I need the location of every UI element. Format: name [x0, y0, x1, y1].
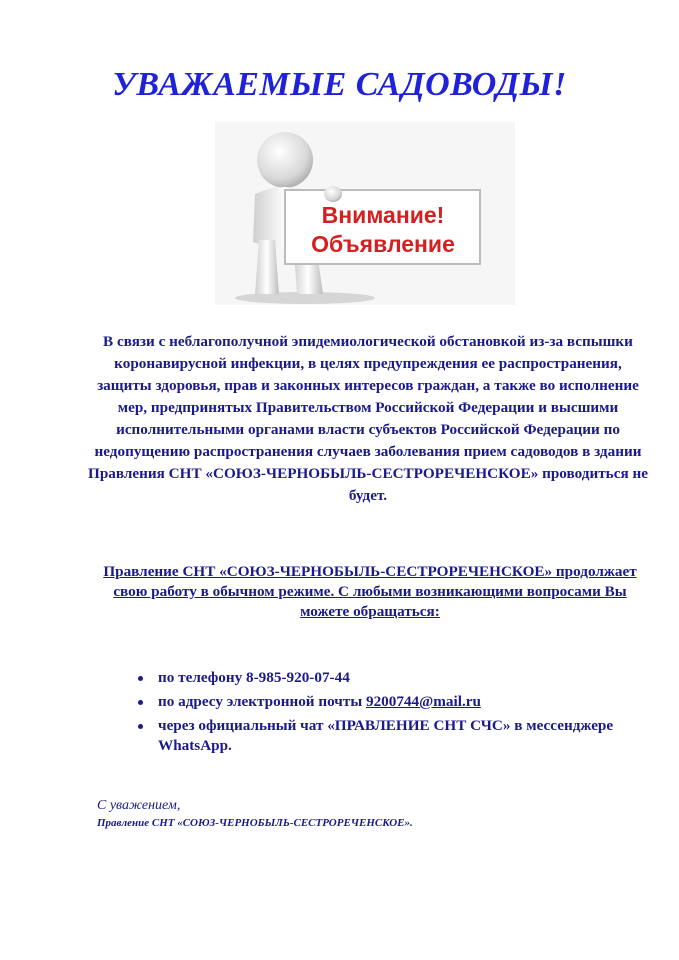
contact-phone: по телефону 8-985-920-07-44 — [135, 668, 635, 688]
contact-email — [135, 692, 635, 712]
board-paragraph — [100, 562, 640, 622]
signature-board: Правление СНТ «СОЮЗ-ЧЕРНОБЫЛЬ-СЕСТРОРЕЧЕНСКОЕ». — [97, 817, 413, 829]
email-prefix: по адресу электронной почты — [158, 693, 363, 710]
board-text: Правление СНТ «СОЮЗ-ЧЕРНОБЫЛЬ-СЕСТРОРЕЧЕНСКОЕ» продолжает свою работу в обычном режиме. С любыми возникающими вопросами Вы можете обращаться: — [103, 563, 637, 620]
signature-regards: С уважением, — [97, 798, 181, 813]
contact-chat: через официальный чат «ПРАВЛЕНИЕ СНТ СЧС» в мессенджере WhatsApp. — [135, 716, 635, 756]
announcement-illustration — [215, 122, 515, 305]
person-holding-sign-image — [215, 122, 515, 305]
contacts-list — [135, 668, 635, 760]
email-link[interactable]: 9200744@mail.ru — [365, 693, 481, 710]
sign-line-1: Внимание! — [321, 202, 445, 228]
notice-paragraph: В связи с неблагополучной эпидемиологической обстановкой из-за вспышки коронавирусной инфекции, в целях предупреждения ее распространения, защиты здоровья, прав и законных интересов граждан, а также во исполнение мер, предпринятых Правительством Российской Федерации и высшими исполнительными органами власти субъектов Российской Федерации по недопущению распространения случаев заболевания прием садоводов в здании Правления СНТ «СОЮЗ-ЧЕРНОБЫЛЬ-СЕСТРОРЕЧЕНСКОЕ» проводиться не будет. — [88, 333, 648, 504]
page-title: УВАЖАЕМЫЕ САДОВОДЫ! — [112, 66, 567, 103]
sign-line-2: Объявление — [311, 231, 455, 257]
